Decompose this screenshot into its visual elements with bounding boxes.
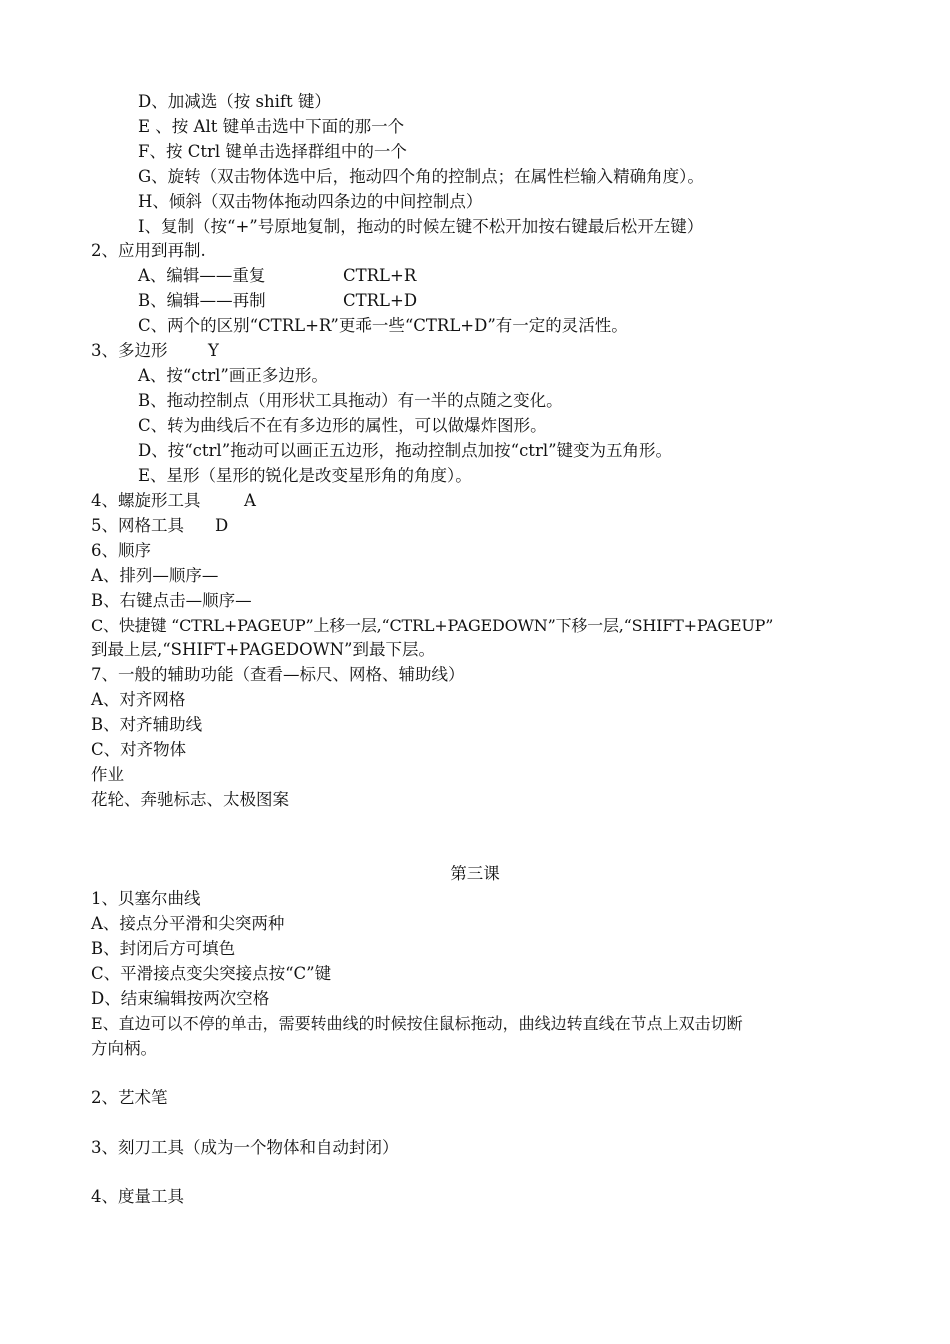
section-heading: 2、艺术笔 [91, 1088, 168, 1107]
section-heading: 2、应用到再制. [91, 241, 206, 260]
text-line: A、对齐网格 [91, 690, 186, 709]
text-line: C、两个的区别“CTRL+R”更乖一些“CTRL+D”有一定的灵活性。 [138, 316, 628, 335]
section-heading [91, 491, 256, 511]
section-heading: 6、顺序 [91, 541, 151, 560]
text-line: C、对齐物体 [91, 740, 187, 759]
text-line: G、旋转（双击物体选中后，拖动四个角的控制点；在属性栏输入精确角度）。 [138, 167, 704, 186]
section-heading: 4、度量工具 [91, 1187, 184, 1206]
text-line: F、按 Ctrl 键单击选择群组中的一个 [138, 142, 407, 161]
text-line: C、快捷键 “CTRL+PAGEUP”上移一层,“CTRL+PAGEDOWN”下移一层,“SHIFT+PAGEUP” [91, 616, 774, 635]
text-line: C、转为曲线后不在有多边形的属性，可以做爆炸图形。 [138, 416, 547, 435]
text-line [138, 291, 417, 311]
heading-text: 3、多边形 [91, 341, 168, 360]
text-line: H、倾斜（双击物体拖动四条边的中间控制点） [138, 192, 483, 211]
text-line: A、按“ctrl”画正多边形。 [138, 366, 328, 385]
section-heading: 3、刻刀工具（成为一个物体和自动封闭） [91, 1138, 399, 1157]
tool-key: A [244, 491, 256, 510]
heading-text: 5、网格工具 [91, 516, 184, 535]
menu-path: A、编辑——重复 [138, 266, 266, 285]
text-line: E、直边可以不停的单击，需要转曲线的时候按住鼠标拖动，曲线边转直线在节点上双击切断 [91, 1014, 743, 1033]
menu-path: B、编辑——再制 [138, 291, 266, 310]
text-line: D、按“ctrl”拖动可以画正五边形，拖动控制点加按“ctrl”键变为五角形。 [138, 441, 673, 460]
tool-key: Y [208, 341, 219, 360]
shortcut: CTRL+D [343, 291, 418, 310]
shortcut: CTRL+R [343, 266, 417, 285]
text-line: D、结束编辑按两次空格 [91, 989, 270, 1008]
heading-text: 4、螺旋形工具 [91, 491, 201, 510]
text-line [138, 266, 416, 286]
text-line: E 、按 Alt 键单击选中下面的那一个 [138, 117, 405, 136]
section-heading [91, 516, 228, 536]
text-line: C、平滑接点变尖突接点按“C”键 [91, 964, 332, 983]
text-line: I、复制（按“+”号原地复制，拖动的时候左键不松开加按右键最后松开左键） [138, 217, 704, 236]
tool-key: D [215, 516, 229, 535]
text-line: B、封闭后方可填色 [91, 939, 236, 958]
text-line: 到最上层,“SHIFT+PAGEDOWN”到最下层。 [91, 640, 435, 659]
text-line: B、对齐辅助线 [91, 715, 203, 734]
lesson-title: 第三课 [450, 864, 500, 883]
section-heading [91, 341, 219, 361]
text-line: A、接点分平滑和尖突两种 [91, 914, 285, 933]
section-heading: 1、贝塞尔曲线 [91, 889, 201, 908]
text-line: A、排列—顺序— [91, 566, 219, 585]
text-line: D、加减选（按 shift 键） [138, 92, 331, 111]
homework-text: 花轮、奔驰标志、太极图案 [91, 790, 289, 809]
section-heading: 7、一般的辅助功能（查看—标尺、网格、辅助线） [91, 665, 465, 684]
text-line: B、右键点击—顺序— [91, 591, 252, 610]
text-line: 方向柄。 [91, 1039, 157, 1058]
homework-heading: 作业 [91, 765, 124, 784]
text-line: B、拖动控制点（用形状工具拖动）有一半的点随之变化。 [138, 391, 563, 410]
text-line: E、星形（星形的锐化是改变星形角的角度）。 [138, 466, 472, 485]
